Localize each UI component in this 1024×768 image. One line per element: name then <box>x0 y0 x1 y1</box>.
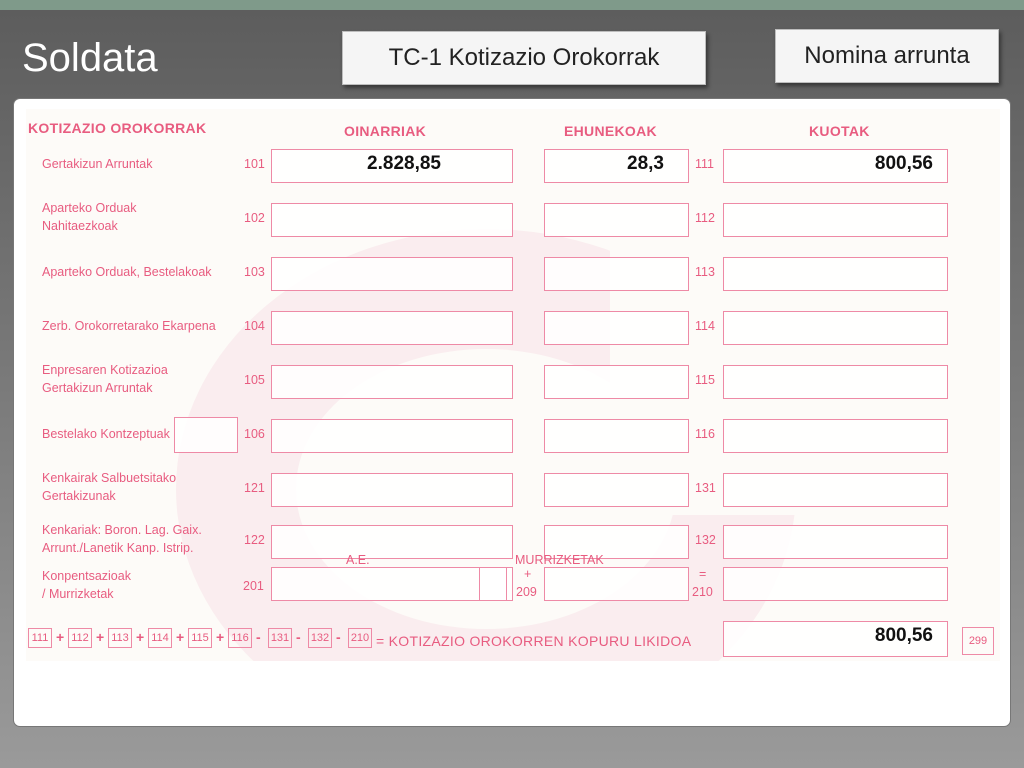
base-field-102[interactable] <box>271 203 513 237</box>
percent-field-105[interactable] <box>544 365 689 399</box>
quota-field-115[interactable] <box>723 365 948 399</box>
code-113: 113 <box>695 265 715 279</box>
percent-value-101: 28,3 <box>627 153 664 174</box>
total-code-132: 132 <box>308 628 332 648</box>
quota-value-111: 800,56 <box>874 153 933 174</box>
total-code-131: 131 <box>268 628 292 648</box>
base-field-104[interactable] <box>271 311 513 345</box>
total-value: 800,56 <box>874 625 933 646</box>
quota-field-113[interactable] <box>723 257 948 291</box>
top-accent-bar <box>0 0 1024 10</box>
form-main-header: KOTIZAZIO OROKORRAK <box>28 120 207 136</box>
total-operator: + <box>176 629 185 645</box>
code-111: 111 <box>695 157 715 171</box>
ae-label: A.E. <box>346 553 370 567</box>
row-label: Zerb. Orokorretarako Ekarpena <box>42 319 216 333</box>
total-label: = KOTIZAZIO OROKORREN KOPURU LIKIDOA <box>376 633 692 649</box>
row-label: Enpresaren Kotizazioa Gertakizun Arruntak <box>42 363 168 395</box>
percent-field-104[interactable] <box>544 311 689 345</box>
percent-field-103[interactable] <box>544 257 689 291</box>
base-field-105[interactable] <box>271 365 513 399</box>
nomina-arrunta-button[interactable]: Nomina arrunta <box>775 29 999 83</box>
code-104: 104 <box>244 319 265 333</box>
total-code-113: 113 <box>108 628 132 648</box>
murrizketak-label: MURRIZKETAK <box>515 553 604 567</box>
code-114: 114 <box>695 319 715 333</box>
base-field-106[interactable] <box>271 419 513 453</box>
total-code-111: 111 <box>28 628 52 648</box>
slide-title: Soldata <box>22 36 158 80</box>
code-122: 122 <box>244 533 265 547</box>
bestelako-extra-field[interactable] <box>174 417 238 453</box>
compensation-small-field[interactable] <box>479 567 507 601</box>
code-101: 101 <box>244 157 265 171</box>
row-label: Kenkariak: Boron. Lag. Gaix. Arrunt./Lanetik Kanp. Istrip. <box>42 523 202 555</box>
code-121: 121 <box>244 481 265 495</box>
code-115: 115 <box>695 373 715 387</box>
code-105: 105 <box>244 373 265 387</box>
row-label: Aparteko Orduak, Bestelakoak <box>42 265 212 279</box>
code-299: 299 <box>962 627 994 655</box>
total-operator: - <box>336 629 341 645</box>
quota-field-114[interactable] <box>723 311 948 345</box>
row-label: Kenkairak Salbuetsitako Gertakizunak <box>42 471 177 503</box>
tc1-form <box>26 109 1000 661</box>
compensation-quota-field[interactable] <box>723 567 948 601</box>
compensation-ae-field[interactable] <box>271 567 513 601</box>
oinarriak-header: OINARRIAK <box>344 123 427 139</box>
total-operator: + <box>216 629 225 645</box>
total-code-116: 116 <box>228 628 252 648</box>
total-operator: + <box>136 629 145 645</box>
base-field-122[interactable] <box>271 525 513 559</box>
code-201: 201 <box>243 579 264 593</box>
quota-field-131[interactable] <box>723 473 948 507</box>
code-116: 116 <box>695 427 715 441</box>
row-label: Gertakizun Arruntak <box>42 157 153 171</box>
total-code-112: 112 <box>68 628 92 648</box>
total-code-115: 115 <box>188 628 212 648</box>
form-card <box>14 99 1010 726</box>
base-field-103[interactable] <box>271 257 513 291</box>
compensation-label: Konpentsazioak / Murrizketak <box>42 569 131 601</box>
plus-sign: + <box>524 567 532 581</box>
percent-field-106[interactable] <box>544 419 689 453</box>
total-operator: - <box>256 629 261 645</box>
equals-sign: = <box>699 567 707 581</box>
kuotak-header: KUOTAK <box>809 123 870 139</box>
total-code-210: 210 <box>348 628 372 648</box>
total-operator: - <box>296 629 301 645</box>
tc1-button[interactable]: TC-1 Kotizazio Orokorrak <box>342 31 706 85</box>
code-131: 131 <box>695 481 716 495</box>
code-106: 106 <box>244 427 265 441</box>
code-209: 209 <box>516 585 537 599</box>
row-label: Bestelako Kontzeptuak <box>42 427 170 441</box>
quota-field-132[interactable] <box>723 525 948 559</box>
base-field-121[interactable] <box>271 473 513 507</box>
code-103: 103 <box>244 265 265 279</box>
code-210: 210 <box>692 585 713 599</box>
murrizketak-field[interactable] <box>544 567 689 601</box>
code-132: 132 <box>695 533 716 547</box>
ehunekoak-header: EHUNEKOAK <box>564 123 657 139</box>
total-operator: + <box>96 629 105 645</box>
total-operator: + <box>56 629 65 645</box>
total-code-114: 114 <box>148 628 172 648</box>
code-112: 112 <box>695 211 715 225</box>
quota-field-116[interactable] <box>723 419 948 453</box>
base-value-101: 2.828,85 <box>367 153 441 174</box>
quota-field-112[interactable] <box>723 203 948 237</box>
percent-field-121[interactable] <box>544 473 689 507</box>
row-label: Aparteko Orduak Nahitaezkoak <box>42 201 137 233</box>
code-102: 102 <box>244 211 265 225</box>
percent-field-102[interactable] <box>544 203 689 237</box>
